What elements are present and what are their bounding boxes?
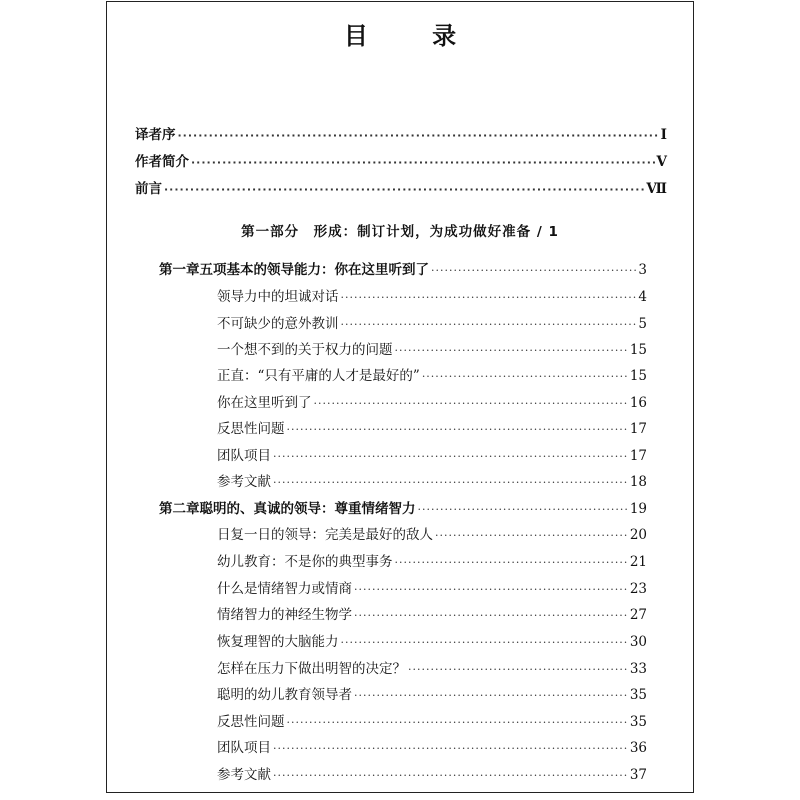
leader-dots [435, 529, 628, 542]
toc-section [217, 285, 647, 305]
toc-section [217, 364, 647, 384]
leader-dots [431, 264, 636, 277]
section-label: 一个想不到的关于权力的问题 [217, 342, 393, 358]
entry-page: V [656, 154, 667, 170]
leader-dots [191, 156, 655, 169]
chapter-number: 第一章 [159, 262, 200, 278]
leader-dots [273, 742, 628, 755]
leader-dots [418, 503, 628, 516]
section-label: 日复一日的领导：完美是最好的敌人 [217, 527, 433, 543]
section-label: 正直：“只有平庸的人才是最好的” [217, 368, 420, 384]
entry-page: 15 [629, 368, 647, 384]
toc-section [217, 312, 647, 332]
section-label: 领导力中的坦诚对话 [217, 289, 339, 305]
toc-section [217, 577, 647, 597]
leader-dots [395, 556, 628, 569]
entry-page: 35 [629, 687, 647, 703]
part-heading: 第一部分 形成：制订计划，为成功做好准备 / 1 [241, 224, 559, 240]
entry-page: 35 [629, 714, 647, 730]
leader-dots [164, 183, 644, 196]
toc-section [217, 763, 647, 783]
leader-dots [354, 689, 628, 702]
entry-page: 17 [629, 448, 647, 464]
entry-page: 30 [629, 634, 647, 650]
toc-entry-front [135, 123, 667, 143]
leader-dots [354, 583, 628, 596]
entry-page: 37 [629, 767, 647, 783]
leader-dots [395, 344, 628, 357]
section-label: 恢复理智的大脑能力 [217, 634, 339, 650]
leader-dots [341, 636, 628, 649]
section-label: 反思性问题 [217, 421, 285, 437]
entry-page: 5 [638, 316, 647, 332]
section-label: 幼儿教育：不是你的典型事务 [217, 554, 393, 570]
section-label: 什么是情绪智力或情商 [217, 581, 352, 597]
toc-entry-front [135, 150, 667, 170]
toc-section [217, 417, 647, 437]
toc-title: 目 录 [343, 22, 485, 50]
toc-section [217, 603, 647, 623]
entry-page: 17 [629, 421, 647, 437]
leader-dots [354, 609, 628, 622]
leader-dots [341, 291, 637, 304]
toc-section [217, 710, 647, 730]
entry-page: 20 [629, 527, 647, 543]
toc-section [217, 391, 647, 411]
section-label: 团队项目 [217, 740, 271, 756]
toc-section [217, 550, 647, 570]
toc-entry-front [135, 177, 667, 197]
toc-section [217, 523, 647, 543]
section-label: 参考文献 [217, 474, 271, 490]
entry-page: 27 [629, 607, 647, 623]
entry-page: 4 [638, 289, 647, 305]
toc-section [217, 630, 647, 650]
entry-page: 3 [638, 262, 647, 278]
toc-section [217, 444, 647, 464]
entry-page: 21 [629, 554, 647, 570]
section-label: 你在这里听到了 [217, 395, 312, 411]
leader-dots [314, 397, 628, 410]
entry-page: 23 [629, 581, 647, 597]
leader-dots [341, 318, 637, 331]
section-label: 反思性问题 [217, 714, 285, 730]
entry-page: Ⅶ [646, 181, 667, 197]
leader-dots [273, 450, 628, 463]
leader-dots [273, 476, 628, 489]
entry-label: 译者序 [135, 127, 176, 143]
entry-label: 作者简介 [135, 154, 189, 170]
section-label: 怎样在压力下做出明智的决定？ [217, 661, 406, 677]
toc-section [217, 657, 647, 677]
entry-page: I [660, 127, 667, 143]
chapter-number: 第二章 [159, 501, 200, 517]
entry-page: 16 [629, 395, 647, 411]
toc-section [217, 338, 647, 358]
entry-page: 15 [629, 342, 647, 358]
leader-dots [422, 370, 628, 383]
section-label: 聪明的幼儿教育领导者 [217, 687, 352, 703]
toc-chapter [159, 497, 647, 517]
leader-dots [408, 663, 628, 676]
leader-dots [178, 129, 659, 142]
entry-page: 18 [629, 474, 647, 490]
section-label: 团队项目 [217, 448, 271, 464]
leader-dots [287, 716, 628, 729]
chapter-title: 聪明的、真诚的领导：尊重情绪智力 [199, 501, 416, 517]
toc-section [217, 736, 647, 756]
toc-page [106, 1, 694, 793]
chapter-title: 五项基本的领导能力：你在这里听到了 [199, 262, 429, 278]
leader-dots [273, 769, 628, 782]
entry-page: 19 [629, 501, 647, 517]
leader-dots [287, 423, 628, 436]
toc-section [217, 683, 647, 703]
section-label: 参考文献 [217, 767, 271, 783]
section-label: 情绪智力的神经生物学 [217, 607, 352, 623]
toc-chapter [159, 258, 647, 278]
toc-section [217, 470, 647, 490]
entry-page: 33 [629, 661, 647, 677]
entry-page: 36 [629, 740, 647, 756]
section-label: 不可缺少的意外教训 [217, 316, 339, 332]
entry-label: 前言 [135, 181, 162, 197]
